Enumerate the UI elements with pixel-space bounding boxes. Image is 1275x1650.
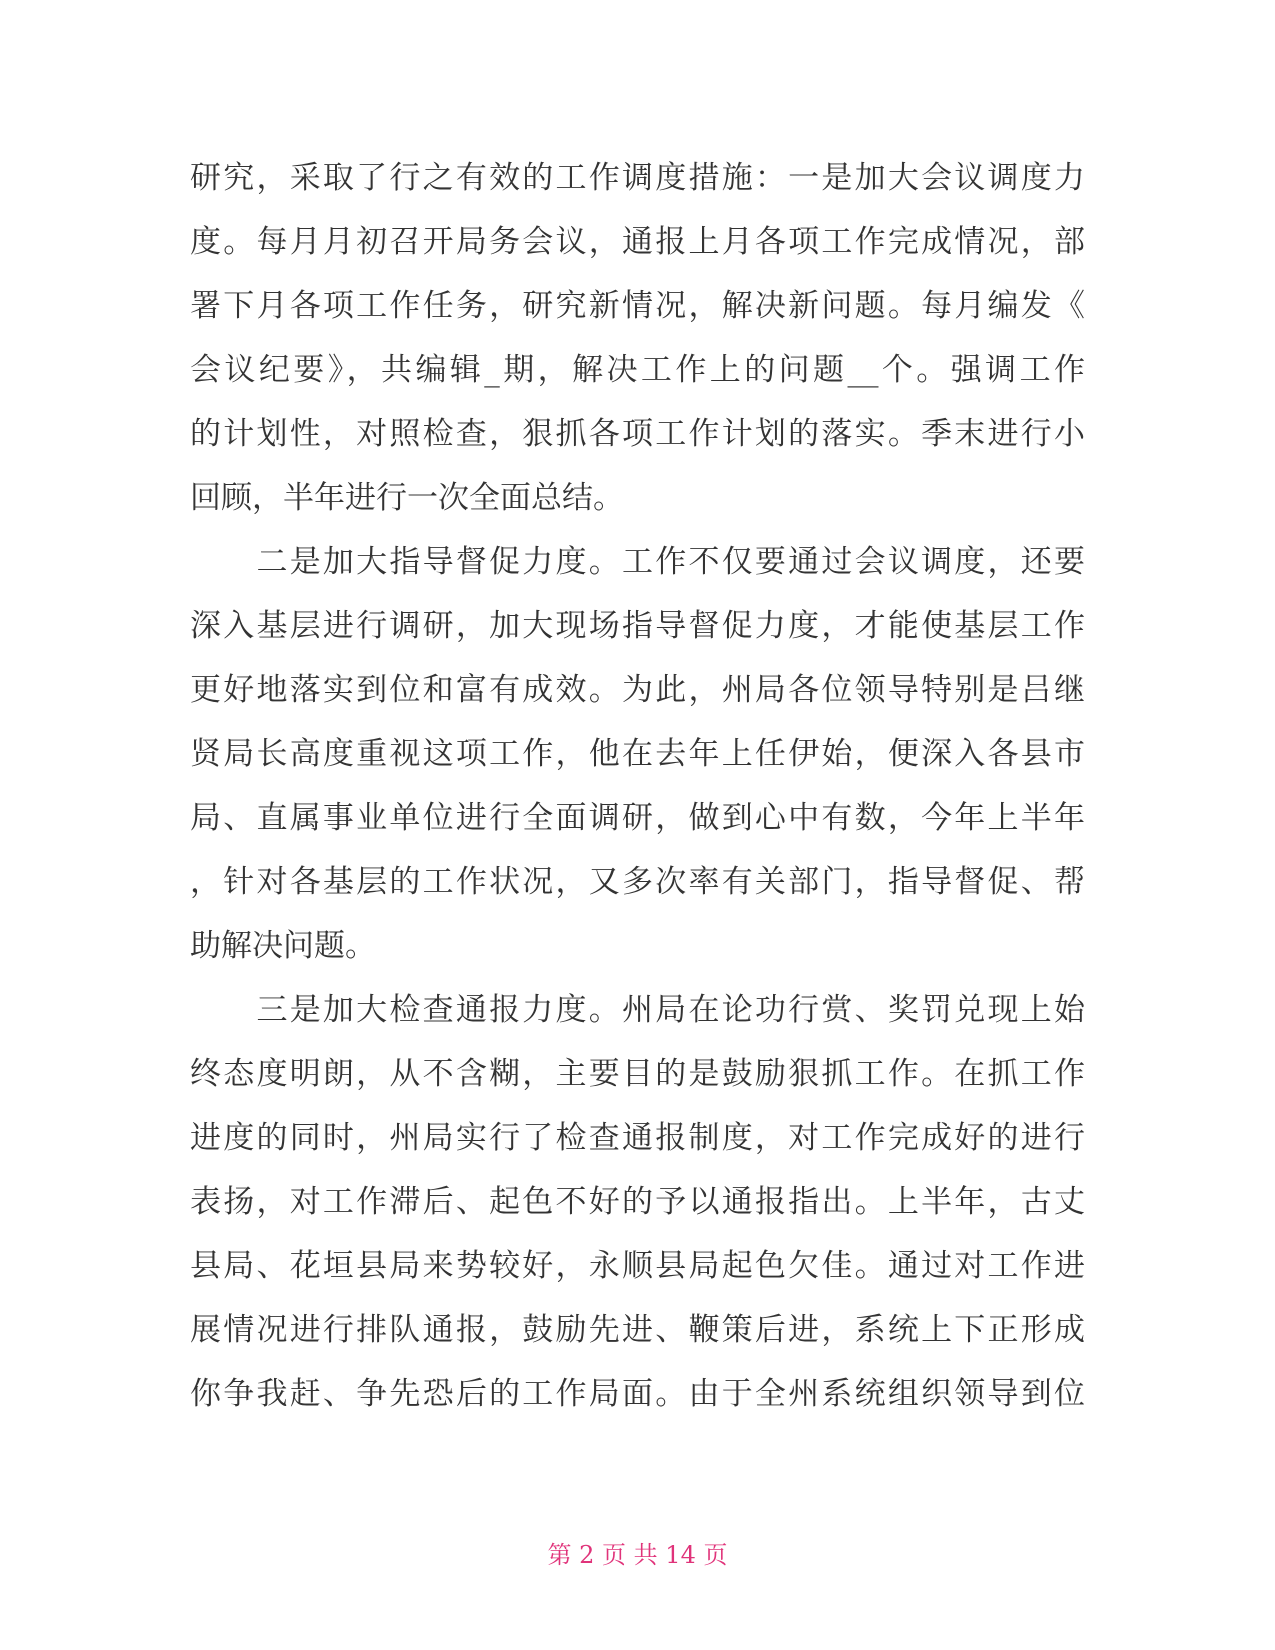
text-line: 研究，采取了行之有效的工作调度措施：一是加大会议调度力 xyxy=(190,160,1085,196)
text-line: 更好地落实到位和富有成效。为此，州局各位领导特别是吕继 xyxy=(190,672,1085,708)
text-line: 署下月各项工作任务，研究新情况，解决新问题。每月编发《 xyxy=(190,288,1085,324)
text-line: 县局、花垣县局来势较好，永顺县局起色欠佳。通过对工作进 xyxy=(190,1248,1085,1284)
text-line: 终态度明朗，从不含糊，主要目的是鼓励狠抓工作。在抓工作 xyxy=(190,1056,1085,1092)
text-line: 二是加大指导督促力度。工作不仅要通过会议调度，还要 xyxy=(190,544,1085,580)
text-line: 深入基层进行调研，加大现场指导督促力度，才能使基层工作 xyxy=(190,608,1085,644)
body-text xyxy=(190,146,1085,1426)
text-line: 的计划性，对照检查，狠抓各项工作计划的落实。季末进行小 xyxy=(190,416,1085,452)
text-line: 贤局长高度重视这项工作，他在去年上任伊始，便深入各县市 xyxy=(190,736,1085,772)
text-line: 助解决问题。 xyxy=(190,928,376,964)
text-line: 表扬，对工作滞后、起色不好的予以通报指出。上半年，古丈 xyxy=(190,1184,1085,1220)
text-line: ，针对各基层的工作状况，又多次率有关部门，指导督促、帮 xyxy=(190,864,1085,900)
text-line: 局、直属事业单位进行全面调研，做到心中有数，今年上半年 xyxy=(190,800,1085,836)
text-line: 度。每月月初召开局务会议，通报上月各项工作完成情况，部 xyxy=(190,224,1085,260)
text-line: 你争我赶、争先恐后的工作局面。由于全州系统组织领导到位 xyxy=(190,1376,1085,1412)
text-line: 回顾，半年进行一次全面总结。 xyxy=(190,480,624,516)
page-number: 第 2 页 共 14 页 xyxy=(547,1541,728,1569)
text-line: 展情况进行排队通报，鼓励先进、鞭策后进，系统上下正形成 xyxy=(190,1312,1085,1348)
text-line: 三是加大检查通报力度。州局在论功行赏、奖罚兑现上始 xyxy=(190,992,1085,1028)
text-line: 进度的同时，州局实行了检查通报制度，对工作完成好的进行 xyxy=(190,1120,1085,1156)
text-line: 会议纪要》，共编辑_期，解决工作上的问题__个。强调工作 xyxy=(190,352,1085,388)
